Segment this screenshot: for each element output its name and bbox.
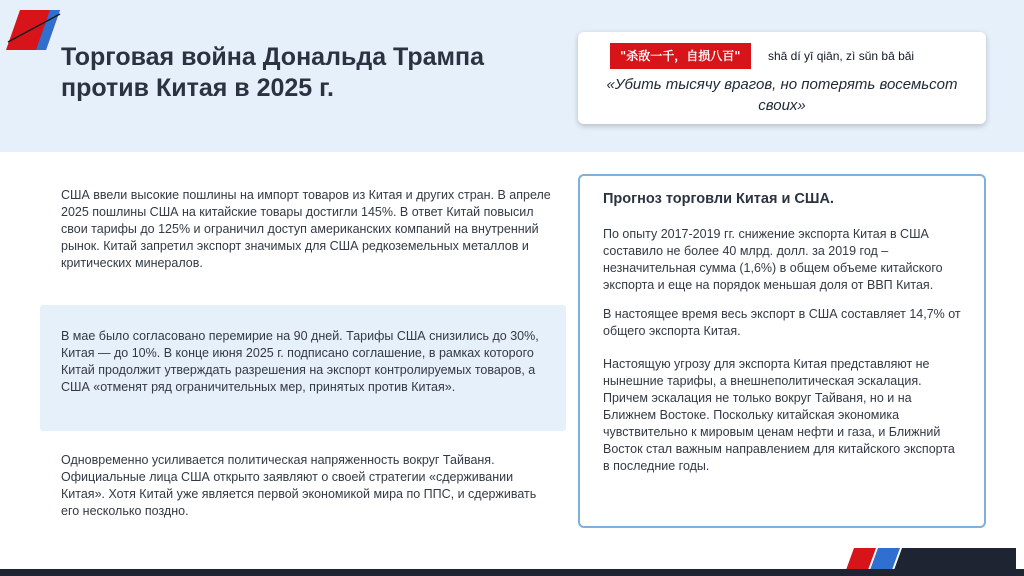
body-paragraph-tariffs: США ввели высокие пошлины на импорт товаров из Китая и других стран. В апреле 2025 пошлины США на китайские товары достигли 145%. В ответ Китай повысил свои тарифы до 125% и ограничил доступ американских компаний на внутренний рынок. Китай запретил экспорт значимых для США редкоземельных металлов и критических минералов.: [61, 188, 551, 270]
body-paragraph-truce: В мае было согласовано перемирие на 90 дней. Тарифы США снизились до 30%, Китая — до 10%. В конце июня 2025 г. подписано соглашение, в рамках которого Китай продолжит утверждать разрешения на экспорт контролируемых товаров, а США «отменят ряд ограничительных мер, принятых против Китая».: [61, 329, 539, 394]
body-paragraph-taiwan: Одновременно усиливается политическая напряженность вокруг Тайваня. Официальные лица США открыто заявляют о своей стратегии «сдерживании Китая». Хотя Китай уже является первой экономикой мира по ППС, и сдерживать его несколько поздно.: [61, 453, 537, 518]
page-title: Торговая война Дональда Трампа против Китая в 2025 г.: [61, 43, 485, 102]
striped-footer-logo-icon: [846, 548, 1016, 570]
striped-diagonal-logo-icon: [6, 10, 62, 50]
quote-card: [578, 32, 986, 124]
forecast-title: Прогноз торговли Китая и США.: [603, 191, 834, 207]
forecast-paragraph-share: В настоящее время весь экспорт в США составляет 14,7% от общего экспорта Китая.: [603, 307, 961, 338]
forecast-paragraph-threat: Настоящую угрозу для экспорта Китая представляют не нынешние тарифы, а внешнеполитическая эскалация. Причем эскалация не только вокруг Тайваня, но и на Ближнем Востоке. Поскольку китайская экономика чувствительно к мировым ценам нефти и газа, и Ближний Восток стал важным направлением для китайского экспорта в последние годы.: [603, 357, 955, 473]
forecast-paragraph-2019: По опыту 2017-2019 гг. снижение экспорта Китая в США составило не более 40 млрд. долл. за 2019 год – незначительная сумма (1,6%) в общем объеме китайского экспорта и еще на порядок меньшая доля от ВВП Китая.: [603, 227, 943, 292]
forecast-card: [578, 174, 986, 528]
quote-pinyin: shā dí yī qiān, zì sǔn bā bǎi: [768, 49, 915, 63]
quote-hanzi-badge: "杀敌一千，自损八百": [610, 43, 751, 69]
quote-translation: «Убить тысячу врагов, но потерять восемьсот своих»: [606, 76, 958, 114]
footer-bar: [0, 569, 1024, 576]
